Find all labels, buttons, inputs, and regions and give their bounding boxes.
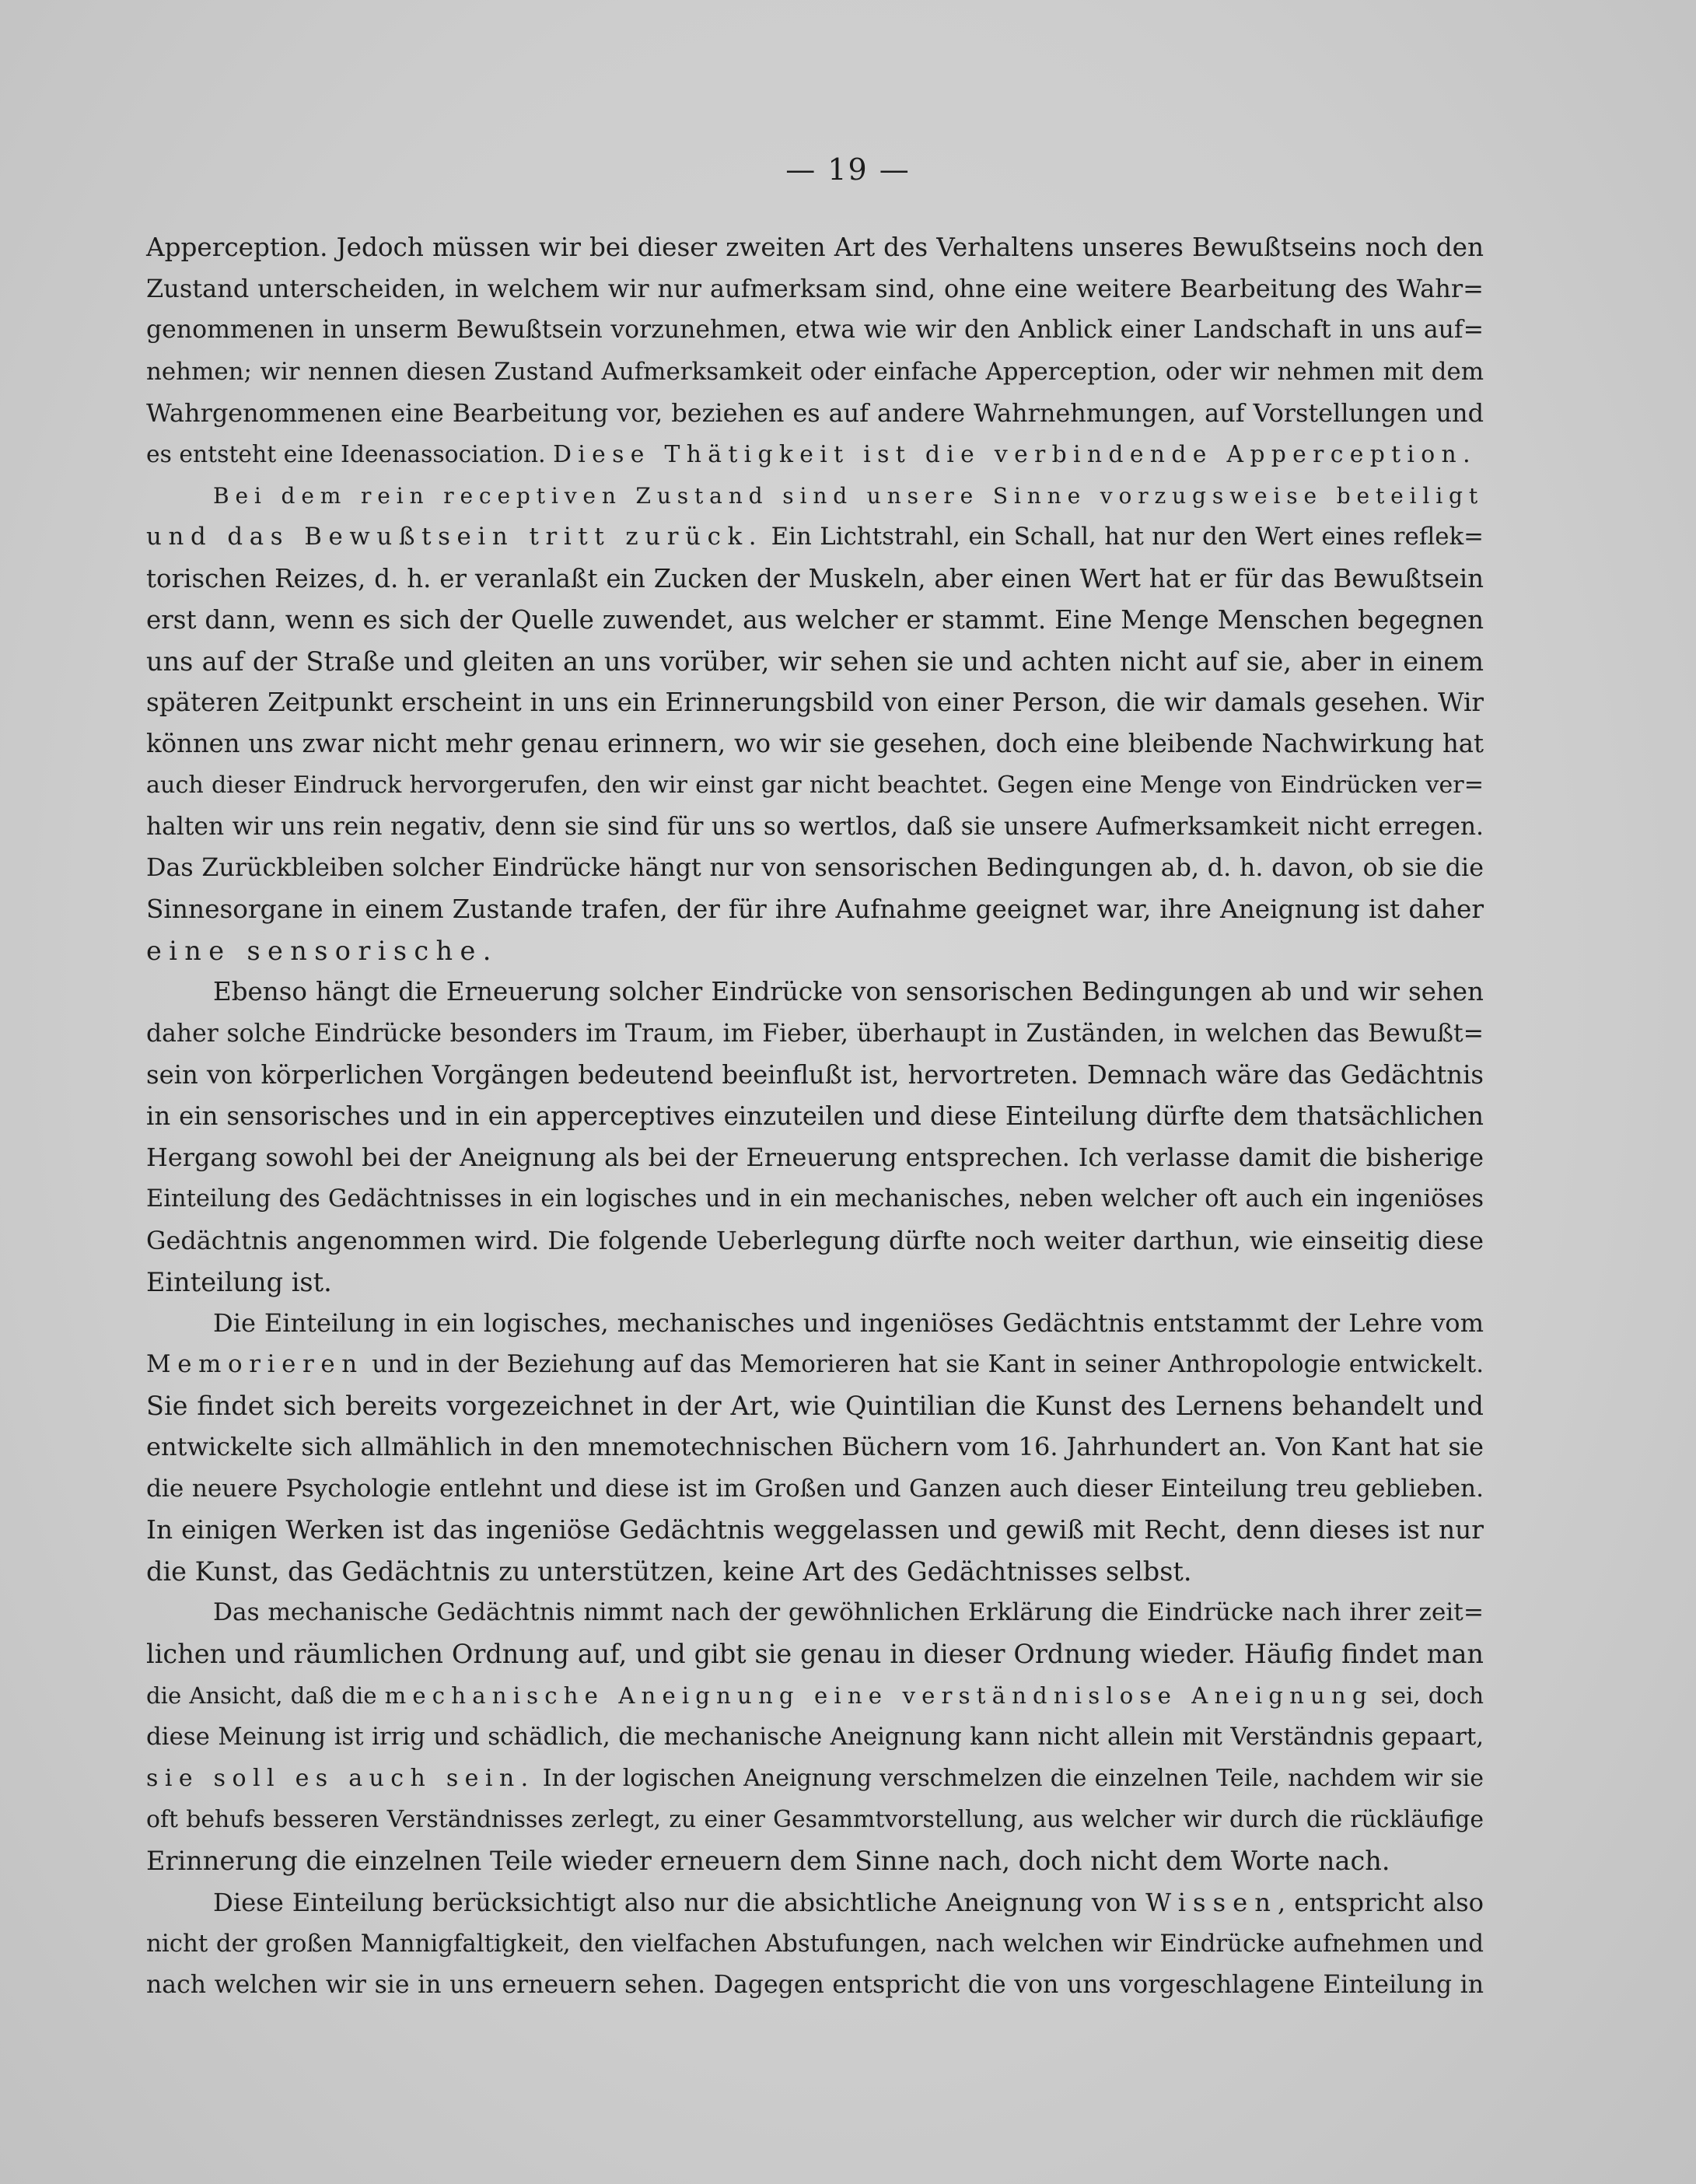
text-line: nicht der großen Mannigfaltigkeit, den vielfachen Abstufungen, nach welchen wir Eindrücke aufnehmen und xyxy=(146,1929,1484,1958)
text-line: In einigen Werken ist das ingeniöse Gedächtnis weggelassen und gewiß mit Recht, denn dieses ist nur xyxy=(146,1514,1484,1545)
text-line: oft behufs besseren Verständnisses zerlegt, zu einer Gesammtvorstellung, aus welcher wir durch die rückläufige xyxy=(146,1806,1484,1834)
text-line: Einteilung des Gedächtnisses in ein logisches und in ein mechanisches, neben welcher oft auch ein ingeniöses xyxy=(146,1185,1484,1213)
emphasized-text: eine sensorische. xyxy=(146,936,498,967)
text-line xyxy=(146,1758,1484,1799)
text-line: Die Einteilung in ein logisches, mechanisches und ingeniöses Gedächtnis entstammt der Lehre vom xyxy=(213,1307,1484,1338)
text-line: halten wir uns rein negativ, denn sie sind für uns so wertlos, daß sie unsere Aufmerksamkeit nicht erregen. xyxy=(146,812,1484,841)
text-line: Hergang sowohl bei der Aneignung als bei der Erneuerung entsprechen. Ich verlasse damit die bisherige xyxy=(146,1143,1484,1173)
text-line: Ebenso hängt die Erneuerung solcher Eindrücke von sensorischen Bedingungen ab und wir sehen xyxy=(213,977,1484,1007)
text-line: nehmen; wir nennen diesen Zustand Aufmerksamkeit oder einfache Apperception, oder wir nehmen mit dem xyxy=(146,357,1484,386)
text-segment: Diese Einteilung berücksichtigt also nur die absichtliche Aneignung von xyxy=(213,1887,1146,1917)
text-line: nach welchen wir sie in uns erneuern sehen. Dagegen entspricht die von uns vorgeschlagene Einteilung in xyxy=(146,1970,1484,1999)
text-line: späteren Zeitpunkt erscheint in uns ein Erinnerungsbild von einer Person, die wir damals gesehen. Wir xyxy=(146,688,1484,718)
emphasized-text: Bei dem rein receptiven Zustand sind unsere Sinne vorzugsweise beteiligt xyxy=(213,483,1484,509)
text-line xyxy=(146,475,1484,516)
paragraph xyxy=(146,1303,1484,1592)
emphasized-text: Wissen xyxy=(1145,1887,1278,1917)
text-line: Das mechanische Gedächtnis nimmt nach der gewöhnlichen Erklärung die Eindrücke nach ihrer zeit= xyxy=(213,1598,1484,1627)
text-line: lichen und räumlichen Ordnung auf, und gibt sie genau in dieser Ordnung wieder. Häufig findet man xyxy=(146,1639,1484,1670)
text-line: Apperception. Jedoch müssen wir bei dieser zweiten Art des Verhaltens unseres Bewußtseins noch den xyxy=(146,233,1484,262)
text-segment: es entsteht eine Ideenassociation. xyxy=(146,440,554,468)
text-segment: Ein Lichtstrahl, ein Schall, hat nur den Wert eines reflek= xyxy=(763,523,1484,551)
text-line: uns auf der Straße und gleiten an uns vorüber, wir sehen sie und achten nicht auf sie, aber in einem xyxy=(146,646,1484,677)
text-line: diese Meinung ist irrig und schädlich, die mechanische Aneignung kann nicht allein mit Verständnis gepaart, xyxy=(146,1722,1484,1751)
page-number: — 19 — xyxy=(785,152,911,187)
paragraph xyxy=(146,475,1484,971)
text-segment: In der logischen Aneignung verschmelzen die einzelnen Teile, nachdem wir sie xyxy=(534,1764,1484,1792)
text-segment: sei, doch xyxy=(1373,1682,1484,1709)
text-segment: , entspricht also xyxy=(1277,1887,1484,1917)
text-line: genommenen in unserm Bewußtsein vorzunehmen, etwa wie wir den Anblick einer Landschaft in uns auf= xyxy=(146,316,1484,345)
text-line: Einteilung ist. xyxy=(146,1266,332,1297)
paragraph xyxy=(146,1592,1484,1881)
text-line: auch dieser Eindruck hervorgerufen, den wir einst gar nicht beachtet. Gegen eine Menge von Eindrücken ver= xyxy=(146,772,1484,800)
body-text xyxy=(146,227,1484,2006)
text-line: Erinnerung die einzelnen Teile wieder erneuern dem Sinne nach, doch nicht dem Worte nach. xyxy=(146,1846,1390,1877)
emphasized-text: mechanische Aneignung eine verständnislose Aneignung xyxy=(384,1682,1373,1709)
text-line: daher solche Eindrücke besonders im Traum, im Fieber, überhaupt in Zuständen, in welchen das Bewußt= xyxy=(146,1019,1484,1048)
text-line: Wahrgenommenen eine Bearbeitung vor, beziehen es auf andere Wahrnehmungen, auf Vorstellungen und xyxy=(146,397,1484,428)
text-line: in ein sensorisches und in ein apperceptives einzuteilen und diese Einteilung dürfte dem thatsächlichen xyxy=(146,1101,1484,1131)
text-line xyxy=(146,1882,1484,1923)
emphasized-text: Diese Thätigkeit ist die verbindende Apperception. xyxy=(553,440,1477,468)
text-line: Sinnesorgane in einem Zustande trafen, der für ihre Aufnahme geeignet war, ihre Aneignung ist daher xyxy=(146,894,1484,924)
text-line: Zustand unterscheiden, in welchem wir nur aufmerksam sind, ohne eine weitere Bearbeitung des Wahr= xyxy=(146,274,1484,304)
text-line: können uns zwar nicht mehr genau erinnern, wo wir sie gesehen, doch eine bleibende Nachwirkung hat xyxy=(146,729,1484,759)
paragraph xyxy=(146,1882,1484,2007)
text-line: torischen Reizes, d. h. er veranlaßt ein Zucken der Muskeln, aber einen Wert hat er für das Bewußtsein xyxy=(146,563,1484,593)
text-line xyxy=(146,930,1484,971)
emphasized-text: und das Bewußtsein tritt zurück. xyxy=(146,523,764,551)
text-line xyxy=(146,434,1484,475)
paragraph xyxy=(146,227,1484,475)
emphasized-text: sie soll es auch sein. xyxy=(146,1764,535,1792)
paragraph xyxy=(146,971,1484,1303)
text-line: entwickelte sich allmählich in den mnemotechnischen Büchern vom 16. Jahrhundert an. Von Kant hat sie xyxy=(146,1432,1484,1462)
text-segment: und in der Beziehung auf das Memorieren hat sie Kant in seiner Anthropologie entwickelt. xyxy=(363,1350,1484,1379)
text-line xyxy=(146,1344,1484,1385)
text-line xyxy=(146,1675,1484,1717)
text-line: die neuere Psychologie entlehnt und diese ist im Großen und Ganzen auch dieser Einteilung treu geblieben. xyxy=(146,1474,1484,1503)
text-line: die Kunst, das Gedächtnis zu unterstützen, keine Art des Gedächtnisses selbst. xyxy=(146,1556,1192,1587)
text-segment: die Ansicht, daß die xyxy=(146,1682,385,1709)
text-line: sein von körperlichen Vorgängen bedeutend beeinflußt ist, hervortreten. Demnach wäre das Gedächtnis xyxy=(146,1059,1484,1090)
text-line xyxy=(146,516,1484,558)
text-line: erst dann, wenn es sich der Quelle zuwendet, aus welcher er stammt. Eine Menge Menschen begegnen xyxy=(146,604,1484,635)
text-line: Das Zurückbleiben solcher Eindrücke hängt nur von sensorischen Bedingungen ab, d. h. davon, ob sie die xyxy=(146,853,1484,882)
emphasized-text: Memorieren xyxy=(146,1350,364,1379)
text-line: Gedächtnis angenommen wird. Die folgende Ueberlegung dürfte noch weiter darthun, wie einseitig diese xyxy=(146,1225,1484,1255)
text-line: Sie findet sich bereits vorgezeichnet in der Art, wie Quintilian die Kunst des Lernens behandelt und xyxy=(146,1391,1484,1422)
